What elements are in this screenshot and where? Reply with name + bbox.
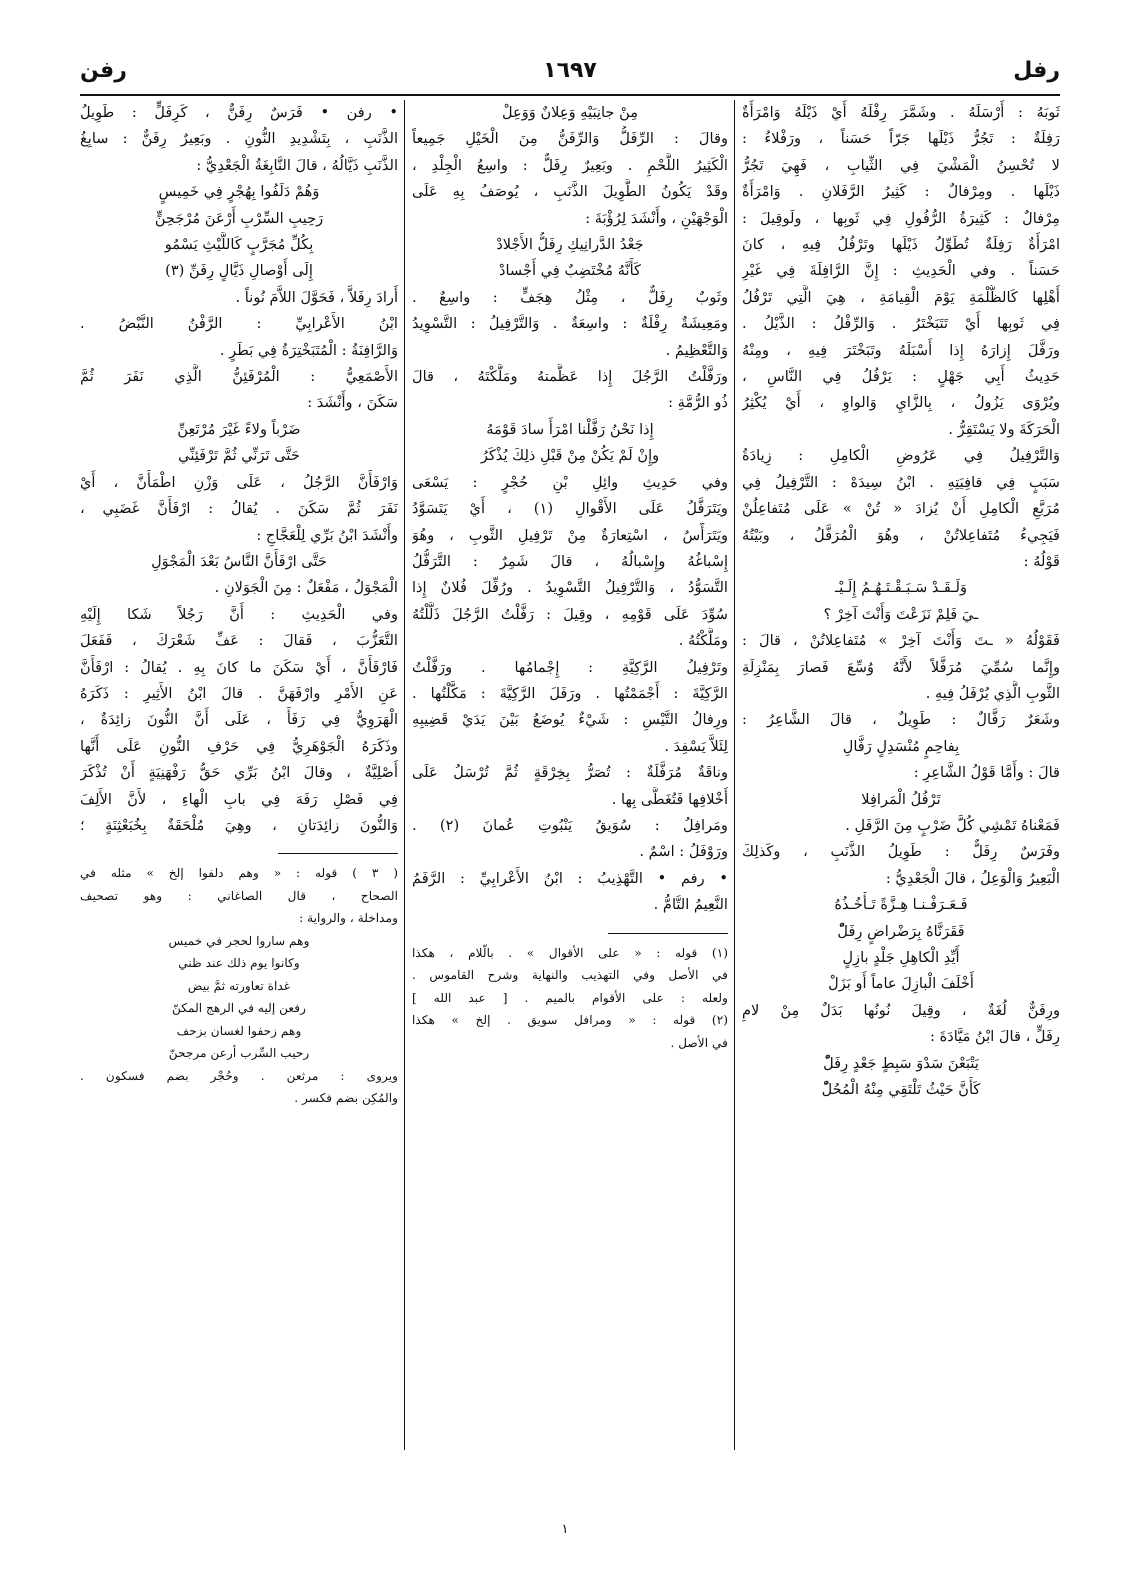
text-line: ورِفالُ التَّيْسِ : شَيْءٌ يُوضَعُ بَيْنَ يَدَيْ قَضِيبِهِ: [412, 711, 728, 729]
text-line: بِفاحِمٍ مُنْسَدِلٍ رَفَّالِ: [842, 737, 960, 755]
text-line: ورَوْفَلُ : اسْمٌ .: [639, 843, 728, 861]
footnote-separator: [278, 853, 398, 854]
text-line: فِي فَصْلِ رَفَهَ فِي بابِ الْهاءِ ، لأَنَّ الأَلِفَ: [80, 790, 398, 808]
text-line: الْحَرَكَةَ ولا يَسْتَقِرُّ .: [948, 420, 1060, 438]
footnote-line: الصحاح ، قال الصاغاني : وهو تصحيف: [80, 888, 398, 903]
text-line: التَّعَزُّبَ ، فَقالَ : عَفِّ شَعْرَكَ ، فَفَعَلَ: [80, 632, 398, 650]
text-line: إِسْباغُهُ وإِسْبالُهُ ، قالَ شَمِرٌ : التَّرَفُّلُ: [412, 552, 728, 570]
text-line: رَفِلَةٌ : تَجُرُّ ذَيْلَها جَرّاً حَسَناً ، ورَفْلاءُ :: [742, 130, 1060, 148]
footnote-line: ويروى : مرثعن . وحُجْر بضم فسكون .: [80, 1068, 398, 1083]
text-line: وَالتَّعْظِيمُ .: [665, 341, 728, 359]
text-line: الْوَجْهَيْنِ ، وأَنْشَدَ لِرُؤْبَةَ :: [585, 209, 728, 227]
footnote-line: (١) قوله : « على الأقوال » . بالّلام ، هكذا: [412, 945, 728, 960]
footnote-line: ( ٣ ) قوله : « وهم دلفوا إلخ » مثله في: [80, 866, 398, 881]
text-line: وثَوبٌ رِفَلٌّ ، مِثْلُ هِجَفٍّ : واسِعٌ .: [412, 288, 728, 306]
text-line: لا تُحْسِنُ الْمَشْيَ فِي الثِّيابِ ، فَهِيَ تَجُرُّ: [742, 156, 1060, 174]
text-line: رَحِيبِ السِّرْبِ أَرْعَنَ مُرْجَحِنٍّ: [154, 209, 324, 227]
text-line: ومَعِيشَةٌ رِفْلَةٌ : واسِعَةٌ . وَالتَّرْفِيلُ : التَّسْوِيدُ: [412, 315, 728, 333]
text-line: بِكُلِّ مُجَرَّبٍ كَاللَّيْثِ يَسْمُو: [164, 236, 314, 254]
text-line: رِفَلٍّ ، قالَ ابْنُ مَيَّادَةَ :: [930, 1028, 1060, 1046]
text-line: فَـعَـرَفْـنـا هِـزَّةً تَـأْخُـذُهُ: [834, 896, 968, 914]
footnote-line: (٢) قوله : « ومرافل سويق . إلخ » هكذا: [412, 1013, 728, 1028]
text-line: مِرْفالٌ : كَثِيرَةُ الرُّفُولِ فِي ثَوبِها ، ولَوقِيلَ :: [742, 209, 1060, 227]
text-line: سَبَبٍ فِي قافِيَتِهِ . ابْنُ سِيدَهْ : التَّرْفِيلُ فِي: [742, 473, 1060, 491]
page-header: [80, 58, 1060, 92]
text-line: • رفن • فَرَسٌ رِفَنٌّ ، كَرِفَلٍّ : طَوِيلُ: [80, 104, 398, 121]
text-line: الْبَعِيرُ وَالْوَعِلُ ، قالَ الْجَعْدِيُّ :: [885, 869, 1060, 887]
text-line: وقالَ : الرِّفَلُّ وَالرِّفَنُّ مِنَ الْخَيْلِ جَمِيعاً: [412, 130, 728, 148]
footnote-separator: [608, 933, 728, 934]
text-line: كَأَنَّهُ مُخْتَضِبٌ فِي أَجْسادْ: [498, 262, 641, 280]
text-line: وتَرْفِيلُ الرَّكِيَّةِ : إِجْمامُها . ورَفَّلْتُ: [412, 658, 728, 676]
text-line: أَرادَ رِفَلاًّ ، فَحَوَّلَ اللاَّمَ نُوناً .: [235, 288, 398, 306]
text-line: ـيَ فَلِمْ نَزَعْتَ وَأَنْتَ آخِرْ ؟: [823, 605, 979, 623]
text-line: • رفم • التَّهْذِيبُ : ابْنُ الأَعْرابِيِّ : الرَّفَمُ: [412, 869, 728, 887]
text-line: جَعْدُ الدَّرانِيكِ رِفَلُّ الأَجْلادْ: [496, 236, 644, 254]
text-line: ذُو الرُّمَّةِ :: [668, 394, 728, 412]
text-line: ويَتَرَفَّلُ عَلَى الأَقْوالِ (١) ، أَيْ يَتَسَوَّدُ: [412, 500, 728, 518]
text-line: وناقَةٌ مُرَفَّلَةٌ : تُصَرُّ بِخِرْقَةٍ ثُمَّ تُرْسَلُ عَلَى: [412, 764, 728, 782]
text-line: تَرْفُلُ الْمَرافِلا: [861, 790, 941, 808]
text-line: مِنْ جانِبَيْهِ وَعِلانٌ وَوَعِلْ: [501, 104, 639, 121]
text-line: الرَّكِيَّةَ : أَجْمَمْتُها . ورَفَلَ الرَّكِيَّةَ : مَكَّلْتُها .: [412, 684, 728, 702]
footnote-line: وهم ساروا لحجر في خميس: [168, 933, 310, 948]
text-line: حَسَناً . وفي الْحَدِيثِ : إِنَّ الرَّافِلَةَ فِي غَيْرِ: [742, 262, 1060, 280]
text-line: ورَفَّلَ إِزارَهُ إِذا أَسْبَلَهُ وتَبَخْتَرَ فِيهِ ، ومِنْهُ: [742, 341, 1060, 359]
text-line: وفَرَسٌ رِفَلٌّ : طَوِيلُ الذَّنَبِ ، وكَذلِكَ: [742, 843, 1060, 861]
text-line: قَوْلُهُ :: [1023, 552, 1060, 570]
text-line: وإِنَّما سُمِّيَ مُرَفَّلاً لأَنَّهُ وُسِّعَ فَصارَ بِمَنْزِلَةِ: [742, 658, 1060, 676]
text-line: ويَتَرَأَّسُ ، اسْتِعارَةٌ مِنْ تَرْفِيلِ الثَّوبِ ، وهُوَ: [412, 526, 728, 544]
text-line: كَأَنَّ حَيْثُ تَلْتَقِي مِنْهُ الْمُحُلّْ: [821, 1081, 981, 1099]
text-line: الْمَجْوَلُ ، مَفْعَلٌ : مِنَ الْجَوَلانِ .: [214, 579, 398, 597]
text-line: مُرَبَّعِ الْكامِلِ أَنْ يُزادَ « تُنْ » عَلَى مُتَفاعِلُنْ: [742, 500, 1060, 518]
column-middle: [412, 100, 728, 1450]
text-line: الثَّوبِ الَّذِي يُرْفَلُ فِيهِ .: [925, 684, 1060, 702]
text-line: وذَكَرَهُ الْجَوْهَرِيُّ فِي حَرْفِ النُّونِ عَلَى أَنَّها: [80, 737, 398, 755]
text-line: سَكَنَ ، وأَنْشَدَ :: [307, 394, 398, 412]
text-line: الذَّنَبِ ، بِتَشْدِيدِ النُّونِ . وبَعِيرٌ رِفَنٌّ : سابِغُ: [80, 130, 398, 148]
text-line: ورِفَنٌّ لُغَةٌ ، وقِيلَ نُونُها بَدَلٌ مِنْ لامِ: [742, 1001, 1060, 1019]
text-line: فَقَرَنَّاهُ بِرَضْراضٍ رِفَلّْ: [837, 922, 965, 940]
text-line: وأَنْشَدَ ابْنُ بَرِّي لِلْعَجَّاجِ :: [256, 526, 398, 544]
text-line: فَيَجِيءُ مُتَفاعِلاتُنْ ، وهُوَ الْمُرَفَّلُ ، وبَيْتُهُ: [742, 526, 1060, 544]
text-line: امْرَأَةٌ رَفِلَةٌ تُطَوِّلُ ذَيْلَها وتَرْفُلُ فِيهِ ، كانَ: [742, 236, 1060, 254]
text-line: وَلَـقَـدْ سَـبَـقْـتَـهُـمُ إِلَـيْـ: [834, 579, 968, 597]
footnote-line: رحيب السِّرب أرعن مرجحنّ: [168, 1046, 310, 1061]
text-line: ومَرافِلُ : سُوَيقُ يَنْبُوتِ عُمانَ (٢) .: [412, 816, 728, 834]
text-line: إِلَى أَوْصالِ ذَيَّالٍ رِفَنِّ (٣): [165, 262, 313, 280]
text-line: قالَ : وأَمَّا قَوْلُ الشَّاعِرِ :: [913, 764, 1060, 782]
footnote-line: ومداخلة ، والرواية :: [299, 911, 398, 926]
text-line: ضَرْباً ولاءً غَيْرَ مُرْتَعِنِّ: [177, 420, 301, 438]
footnote-line: في الأصل وفي التهذيب والنهاية وشرح القاموس .: [412, 968, 728, 983]
text-line: التَّسَوُّدُ ، وَالتَّرْفِيلُ التَّسْوِيدُ . ورُفِّلَ فُلانٌ إِذا: [412, 579, 728, 597]
footnote-line: في الأصل .: [670, 1035, 728, 1050]
columns: [80, 100, 1060, 1450]
text-line: لِئَلاَّ يَسْفِدَ .: [664, 737, 728, 755]
text-line: ورَفَّلْتُ الرَّجُلَ إِذا عَظَّمتهُ ومَلَّكْتَهُ ، قالَ: [412, 368, 728, 386]
text-line: إِذا نَحْنُ رَفَّلْنا امْرَأً سادَ قَوْمَهُ: [486, 420, 654, 438]
text-line: فِي ثَوبِها أَيْ تَتَبَخْتَرُ . وَالرِّفْلُ : الذَّيْلُ .: [742, 315, 1060, 333]
text-line: أَخْلافِها فَتُغَطَّى بِها .: [611, 790, 728, 808]
text-line: الْكَثِيرُ اللَّحْمِ . وبَعِيرٌ رِفَلٌّ : واسِعُ الْجِلْدِ ،: [412, 156, 728, 174]
text-line: ويُرْوَى يَزُولُ ، بِالزَّايِ وَالواوِ ، أَيْ يُكْثِرُ: [742, 394, 1060, 412]
text-line: وفي حَدِيثِ وائِلِ بْنِ حُجْرٍ : يَسْعَى: [412, 473, 728, 491]
text-line: ابْنُ الأَعْرابِيِّ : الرَّفْنُ النَّبْضُ .: [80, 315, 398, 333]
footnote-line: والمُكِن بضم فكسر .: [294, 1091, 398, 1106]
text-line: وقَدْ يَكُونُ الطَّوِيلَ الذَّنَبِ ، يُوصَفُ بِهِ عَلَى: [412, 183, 728, 201]
text-line: وإِنْ لَمْ يَكُنْ مِنْ قَبْلِ ذلِكَ يُذْكَرُ: [480, 447, 660, 465]
column-left: [80, 100, 398, 1450]
text-line: حَدِيثُ أَبِي جَهْلٍ : يَرْفُلُ فِي النَّاسِ ،: [742, 368, 1060, 386]
page-number: ١٦٩٧: [543, 58, 597, 83]
footnote-line: وهم زحفوا لغسان بزحف: [176, 1023, 302, 1038]
header-root-left: رفن: [80, 58, 127, 83]
column-divider: [734, 100, 735, 1450]
text-line: ذَيْلَها . ومِرْفالٌ : كَثِيرُ الرَّفَلانِ . وَامْرَأَةٌ: [742, 183, 1060, 201]
header-root-right: رفل: [1013, 58, 1060, 83]
text-line: عَنِ الأَمْرِ وارْفَهَنَّ . قالَ ابْنُ الأَثِيرِ : ذَكَرَهُ: [80, 684, 398, 702]
text-line: أَيِّدِ الْكاهِلِ جَلْدٍ بازِلٍ: [842, 949, 960, 966]
text-line: وفي الْحَدِيثِ : أَنَّ رَجُلاً شَكا إِلَيْهِ: [80, 605, 398, 623]
text-line: الذَّنَبِ ذَيَّالُهُ ، قالَ النَّابِغَةُ الْجَعْدِيُّ :: [196, 156, 398, 174]
column-right: [742, 100, 1060, 1450]
footnote-line: رفعن إليه في الرهج المكنّ: [172, 1001, 306, 1016]
text-line: الأَصْمَعِيُّ : الْمُرْفَئِنُّ الَّذِي نَفَرَ ثُمَّ: [80, 368, 398, 386]
text-line: وَالرَّافِنَةُ : الْمُتَبَخْتِرَةُ فِي بَطَرٍ .: [219, 341, 398, 359]
text-line: وَارْفَأَنَّ الرَّجُلُ ، عَلَى وَزْنِ اطْمَأَنَّ ، أَيْ: [80, 473, 398, 491]
text-line: يَتْبَعْنَ سَدْوَ سَبِطٍ جَعْدٍ رِفَلّْ: [823, 1054, 979, 1072]
text-line: وشَعَرٌ رَفَّالٌ : طَوِيلٌ ، قالَ الشَّاعِرُ :: [742, 711, 1060, 729]
text-line: الْهَرَوِيُّ فِي رَفَأَ ، عَلَى أَنَّ النُّونَ زائِدَةٌ ،: [80, 711, 398, 729]
footer-mark: ١: [561, 1522, 569, 1537]
footnote-line: وكانوا يوم ذلك عند ظني: [178, 956, 300, 971]
text-line: أَهْلِها كَالظُّلْمَةِ يَوْمَ الْقِيامَةِ ، هِيَ الَّتِي تَرْفُلُ: [742, 288, 1060, 306]
text-line: فَقَوْلُهُ « ـتَ وَأَنْتَ آخِرْ » مُتَفاعِلاتُنْ ، قالَ :: [742, 632, 1060, 650]
text-line: فَمَعْناهُ تَمْشِي كُلَّ ضَرْبٍ مِنَ الرَّفَلِ .: [845, 816, 1060, 834]
text-line: أَصْلِيَّةٌ ، وقالَ ابْنُ بَرِّي حَقُّ رَفْهَنِيَةٍ أَنْ تُذْكَرَ: [80, 764, 398, 782]
text-line: ومَلَّكْتُهُ .: [678, 632, 728, 650]
text-line: فَارْفَأَنَّ ، أَيْ سَكَنَ ما كانَ بِهِ . يُقالُ : ارْفَأَنَّ: [80, 658, 398, 676]
text-line: سُوِّدَ عَلَى قَوْمِهِ ، وقِيلَ : رَفَّلْتُ الرَّجُلَ ذَلَّلْتُهُ: [412, 605, 728, 623]
text-line: النَّعِيمُ التَّامُّ .: [653, 896, 728, 914]
column-divider: [404, 100, 405, 1450]
text-line: نَفَرَ ثُمَّ سَكَنَ . يُقالُ : ارْفَأَنَّ غَضَبِي ،: [80, 500, 398, 518]
footnote-line: ولعله : على الأقوام بالميم . [ عبد الله ]: [412, 990, 728, 1005]
text-line: وَالنُّونَ زائِدَتانِ ، وهِيَ مُلْحَقَةٌ بِخُبَعْثِنَةٍ ؛: [80, 816, 398, 834]
text-line: أَخْلَفَ الْبازِلَ عاماً أَو بَزَلْ: [828, 975, 974, 993]
text-line: وَالتَّرْفِيلُ فِي عَرُوضِ الْكامِلِ : زِيادَةُ: [742, 447, 1060, 465]
footnote-line: غداة تعاورته ثمَّ بيض: [187, 978, 291, 993]
text-line: حَتَّى تَرَنِّي ثُمَّ تَرْفَئِنِّي: [178, 447, 300, 465]
text-line: حَتَّى ارْفَأَنَّ النَّاسُ بَعْدَ الْمَجْوَلِ: [151, 552, 327, 570]
text-line: ثَوبَهُ : أَرْسَلَهُ . وشَمَّرَ رِفْلَهُ أَيْ ذَيْلَهُ وَامْرَأَةٌ: [742, 104, 1060, 121]
text-line: وَهُمْ دَلَفُوا بِهُجْرٍ فِي خَمِيسٍ: [158, 183, 320, 201]
header-rule: [80, 94, 1060, 96]
